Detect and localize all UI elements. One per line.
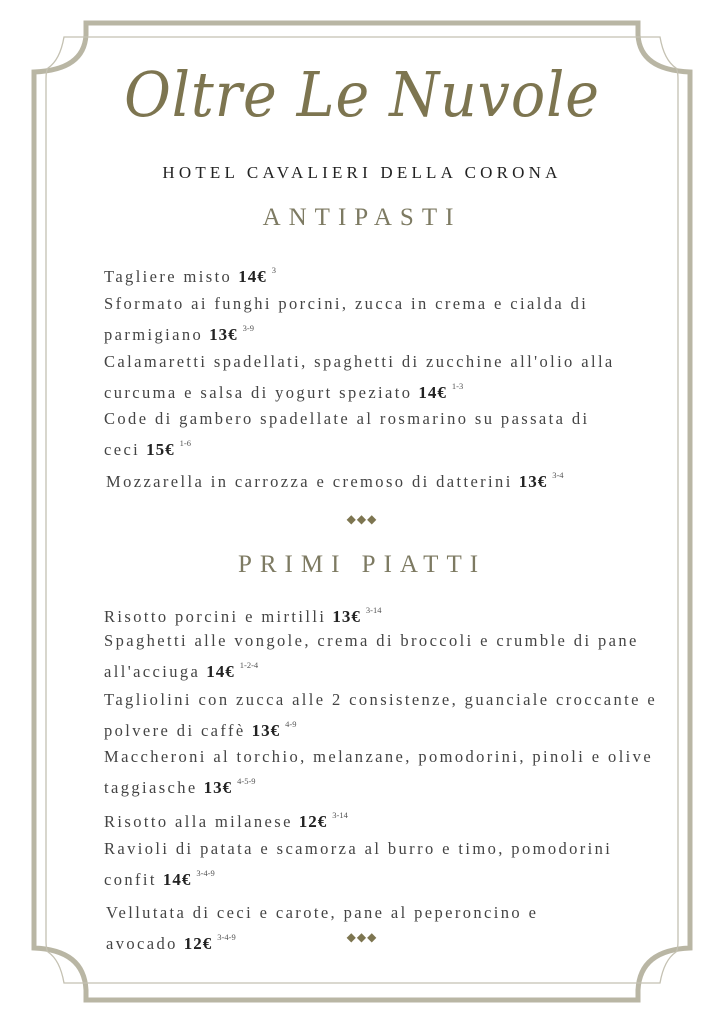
item-price: 14€ [206, 662, 235, 681]
menu-item [104, 803, 674, 834]
item-name: Sformato ai funghi porcini, zucca in crema e cialda di parmigiano [104, 294, 589, 344]
item-name: Spaghetti alle vongole, crema di broccoli e crumble di pane all'acciuga [104, 631, 639, 681]
item-allergens: 3-4 [552, 470, 564, 480]
item-name: Mozzarella in carrozza e cremoso di datterini [106, 472, 513, 491]
item-allergens: 3-9 [242, 323, 254, 333]
menu-item [106, 463, 676, 494]
menu-item [104, 349, 674, 405]
item-price: 13€ [332, 607, 361, 626]
item-price: 13€ [518, 472, 548, 491]
item-price: 13€ [209, 325, 238, 344]
menu-item [106, 900, 646, 956]
item-allergens: 4-9 [285, 719, 297, 729]
item-name: Tagliere misto [104, 267, 233, 286]
item-name: Ravioli di patata e scamorza al burro e timo, pomodorini confit [104, 839, 613, 889]
item-allergens: 3-4-9 [196, 868, 215, 878]
item-allergens: 4-5-9 [237, 776, 256, 786]
item-allergens: 1-2-4 [239, 660, 259, 670]
menu-item [104, 628, 674, 684]
menu-item [104, 291, 674, 347]
hotel-subtitle: HOTEL CAVALIERI DELLA CORONA [162, 163, 562, 182]
item-price: 12€ [183, 934, 213, 953]
item-price: 13€ [251, 721, 281, 740]
three-diamonds-icon: ◆◆◆ [346, 930, 378, 944]
item-allergens: 1-6 [179, 438, 191, 448]
menu-item [104, 744, 674, 800]
menu-item [104, 598, 674, 629]
item-allergens: 3-4-9 [217, 932, 236, 942]
section-title-primi-piatti: PRIMI PIATTI [237, 551, 487, 578]
section-title-antipasti: ANTIPASTI [262, 204, 462, 231]
item-allergens: 1-3 [451, 381, 464, 391]
menu-item [104, 406, 674, 462]
item-price: 14€ [418, 383, 447, 402]
three-diamonds-icon: ◆◆◆ [346, 512, 378, 526]
item-name: Calamaretti spadellati, spaghetti di zucchine all'olio alla curcuma e salsa di yogurt speziato [104, 352, 615, 402]
menu-item [104, 258, 674, 289]
item-price: 14€ [162, 870, 192, 889]
item-price: 12€ [298, 812, 328, 831]
item-name: Risotto alla milanese [104, 812, 293, 831]
item-price: 14€ [238, 267, 267, 286]
item-allergens: 3 [271, 265, 276, 275]
item-allergens: 3-14 [332, 810, 348, 820]
item-allergens: 3-14 [365, 605, 382, 615]
menu-item [104, 687, 674, 743]
item-price: 15€ [146, 440, 175, 459]
item-name: Code di gambero spadellate al rosmarino su passata di ceci [104, 409, 590, 459]
item-name: Vellutata di ceci e carote, pane al peperoncino e avocado [106, 903, 539, 953]
item-price: 13€ [203, 778, 233, 797]
item-name: Maccheroni al torchio, melanzane, pomodorini, pinoli e olive taggiasche [104, 747, 654, 797]
menu-item [104, 836, 674, 892]
item-name: Tagliolini con zucca alle 2 consistenze, guanciale croccante e polvere di caffè [104, 690, 658, 740]
item-name: Risotto porcini e mirtilli [104, 607, 327, 626]
restaurant-title: Oltre Le Nuvole [124, 58, 600, 131]
